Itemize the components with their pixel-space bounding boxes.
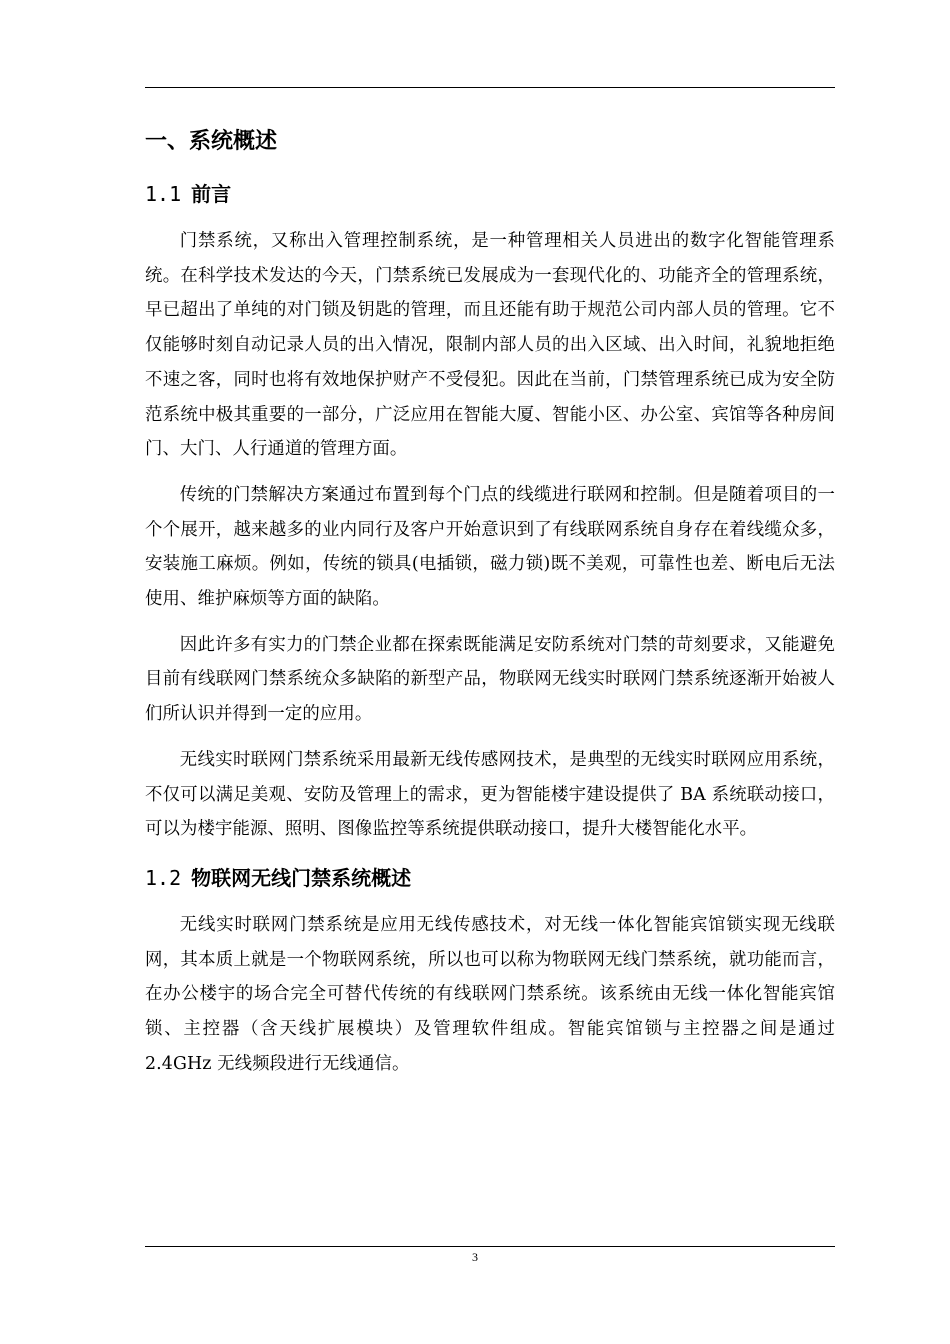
section-heading-1-2 (145, 858, 835, 898)
paragraph: 因此许多有实力的门禁企业都在探索既能满足安防系统对门禁的苛刻要求，又能避免目前有线联网门禁系统众多缺陷的新型产品，物联网无线实时联网门禁系统逐渐开始被人们所认识并得到一定的应用。 (145, 634, 835, 725)
section-heading-1-1 (145, 174, 835, 214)
paragraph: 无线实时联网门禁系统是应用无线传感技术，对无线一体化智能宾馆锁实现无线联网，其本质上就是一个物联网系统，所以也可以称为物联网无线门禁系统，就功能而言，在办公楼宇的场合完全可替代传统的有线联网门禁系统。该系统由无线一体化智能宾馆锁、主控器（含天线扩展模块）及管理软件组成。智能宾馆锁与主控器之间是通过 2.4GHz 无线频段进行无线通信。 (145, 914, 835, 1074)
page-body (145, 118, 835, 1092)
footer-rule (145, 1246, 835, 1247)
section-title: 前言 (191, 182, 232, 206)
chapter-title: 一、系统概述 (145, 129, 278, 154)
page-number: 3 (472, 1250, 478, 1264)
paragraph: 门禁系统，又称出入管理控制系统，是一种管理相关人员进出的数字化智能管理系统。在科学技术发达的今天，门禁系统已发展成为一套现代化的、功能齐全的管理系统，早已超出了单纯的对门锁及钥匙的管理，而且还能有助于规范公司内部人员的管理。它不仅能够时刻自动记录人员的出入情况，限制内部人员的出入区域、出入时间，礼貌地拒绝不速之客，同时也将有效地保护财产不受侵犯。因此在当前，门禁管理系统已成为安全防范系统中极其重要的一部分，广泛应用在智能大厦、智能小区、办公室、宾馆等各种房间门、大门、人行通道的管理方面。 (145, 231, 835, 460)
header-rule (145, 87, 835, 88)
section-number: 1.2 (145, 865, 182, 890)
section-title: 物联网无线门禁系统概述 (191, 865, 412, 890)
section-number: 1.1 (145, 182, 182, 206)
paragraph: 无线实时联网门禁系统采用最新无线传感网技术，是典型的无线实时联网应用系统，不仅可以满足美观、安防及管理上的需求，更为智能楼宇建设提供了 BA 系统联动接口，可以为楼宇能源、照明、图像监控等系统提供联动接口，提升大楼智能化水平。 (145, 749, 835, 840)
paragraph: 传统的门禁解决方案通过布置到每个门点的线缆进行联网和控制。但是随着项目的一个个展开，越来越多的业内同行及客户开始意识到了有线联网系统自身存在着线缆众多，安装施工麻烦。例如，传统的锁具(电插锁，磁力锁)既不美观，可靠性也差、断电后无法使用、维护麻烦等方面的缺陷。 (145, 484, 835, 610)
